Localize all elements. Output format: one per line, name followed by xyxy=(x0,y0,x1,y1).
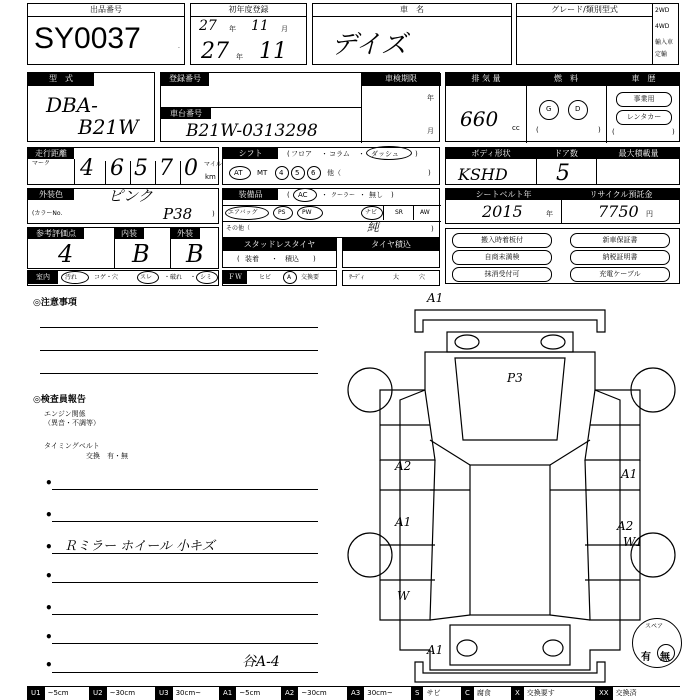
first-reg-box: 初年度登録 27 年 11 月 27 年 11 xyxy=(190,3,307,65)
legend-bar xyxy=(27,686,680,700)
spare-label: スペア xyxy=(645,623,664,630)
engine-box: 排 気 量 燃 料 車 歴 660 cc G D ( ) 事業用 レンタカー ( ) xyxy=(445,72,680,142)
legend-a2: A2 ~30cm xyxy=(281,686,330,700)
room-box: 室内 汚れ コゲ・穴 スレ ・ 破れ ・ シミ xyxy=(27,270,219,286)
car-name: デイズ xyxy=(331,30,407,60)
tire-options-box: ｻｰﾃﾞｨ 大 穴 xyxy=(342,270,440,286)
lot-box: 出品番号 SY0037 . xyxy=(27,3,185,65)
legend-x: X 交換要す xyxy=(511,686,558,700)
displacement-label: 排 気 量 xyxy=(471,74,501,83)
inspection-label: 車検期限 xyxy=(361,73,441,86)
legend-a3: A3 30cm~ xyxy=(347,686,396,700)
doc-4: 納税証明書 xyxy=(570,250,670,265)
first-reg-month-top: 11 xyxy=(251,18,269,34)
mileage-box: 走行距離 マーク 4 6 5 7 0 マイル km xyxy=(27,147,219,185)
mark-a2-left: A2 xyxy=(395,459,412,473)
mark-w1: W1 xyxy=(623,535,643,549)
mark-w: W xyxy=(397,589,410,603)
mark-a1-left: A1 xyxy=(395,515,412,529)
car-diagram xyxy=(335,290,685,685)
doc-6: 充電ケーブル xyxy=(570,267,670,282)
doc-1: 搬入時着板付 xyxy=(452,233,552,248)
reg-no-label: 登録番号 xyxy=(161,73,209,86)
exterior-value: B xyxy=(186,240,204,268)
mark-a2-right: A2 xyxy=(617,519,634,533)
mileage-label: 走行距離 xyxy=(28,148,74,159)
seatbelt-value: 2015 xyxy=(482,202,523,221)
caution-label: ◎注意事項 xyxy=(33,298,77,308)
first-reg-year-top: 27 xyxy=(199,18,217,34)
car-name-label: 車 名 xyxy=(313,4,511,17)
history-label: 車 歴 xyxy=(631,74,656,83)
mark-p3: P3 xyxy=(507,371,523,385)
color-value: ピンク xyxy=(108,187,153,205)
interior-value: B xyxy=(132,240,150,268)
drive-column: 2WD 4WD 輸入車 定輸 xyxy=(652,4,678,64)
mileage-digit-3: 5 xyxy=(134,156,148,181)
mileage-digit-4: 7 xyxy=(159,156,173,181)
body-box: ボディ形状 ドア数 最大積載量 KSHD 5 xyxy=(445,147,680,185)
grade-box xyxy=(516,3,679,65)
inspector-label: ◎検査員報告 xyxy=(33,395,86,405)
grade-label: グレード/類別型式 xyxy=(517,4,652,17)
legend-c: C 腐食 xyxy=(461,686,494,700)
signature: 谷A-4 xyxy=(242,654,280,670)
mileage-digit-1: 4 xyxy=(80,156,94,181)
color-code: P38 xyxy=(163,205,193,223)
doc-2: 新車保証書 xyxy=(570,233,670,248)
fuel-g: G xyxy=(546,105,552,113)
mileage-digit-5: 0 xyxy=(184,156,198,181)
tire-box: タイヤ積込 xyxy=(342,238,440,268)
shift-box: シフト ( フロア ・ コラム ・ ダッシュ ) AT MT 4 5 6 他（ ) xyxy=(222,147,440,185)
body-value: KSHD xyxy=(458,165,508,184)
fuel-label: 燃 料 xyxy=(554,74,578,83)
lot-number: SY0037 xyxy=(34,22,141,55)
lot-label: 出品番号 xyxy=(28,4,184,17)
legend-xx: XX 交換済 xyxy=(595,686,640,700)
chassis-label: 車台番号 xyxy=(161,108,211,119)
seatbelt-box: シートベルト年 リサイクル預託金 2015 年 7750 円 xyxy=(445,188,680,224)
doc-3: 自商未満検 xyxy=(452,250,552,265)
score-box: 参考評価点 内装 外装 4 B B xyxy=(27,227,219,269)
legend-u2: U2 ~30cm xyxy=(89,686,138,700)
docs-box xyxy=(445,228,680,284)
doors-value: 5 xyxy=(556,161,570,186)
first-reg-label: 初年度登録 xyxy=(191,4,306,17)
mark-a1-rear: A1 xyxy=(427,643,444,657)
recycle-value: 7750 xyxy=(598,202,639,221)
type-box xyxy=(27,72,155,142)
reg-box: 登録番号 車検期限 車台番号 B21W-0313298 年 月 xyxy=(160,72,440,142)
mileage-digit-2: 6 xyxy=(110,156,124,181)
history-rental: レンタカー xyxy=(616,110,672,125)
chassis-value: B21W-0313298 xyxy=(186,121,318,141)
fw-box: ＦＷ ヒビ A 交換要 xyxy=(222,270,337,286)
type-value: DBA- xyxy=(46,93,98,117)
equipment-box: 装備品 ( AC ・ クーラー ・ 無し ) エアバッグ PS PW ナビ SR AW その他（ 純 ) xyxy=(222,188,440,238)
type-value-2: B21W xyxy=(78,115,139,139)
legend-u1: U1 ~5cm xyxy=(27,686,72,700)
legend-s: S サビ xyxy=(411,686,443,700)
shift-label: シフト xyxy=(223,148,278,159)
color-box: 外装色 (カラーNo. ピンク P38 ) xyxy=(27,188,219,224)
history-business: 事業用 xyxy=(616,92,672,107)
legend-a1: A1 ~5cm xyxy=(219,686,263,700)
first-reg-month: 11 xyxy=(259,39,287,64)
type-label: 型 式 xyxy=(28,73,94,86)
handwritten-note: Ｒミラー ホイール 小キズ xyxy=(64,539,215,554)
mark-a1-right: A1 xyxy=(621,467,638,481)
color-label: 外装色 xyxy=(28,189,74,200)
stud-box: スタッドレスタイヤ ( 装着 ・ 積込 ) xyxy=(222,238,337,268)
displacement-value: 660 xyxy=(460,107,499,131)
car-name-box xyxy=(312,3,512,65)
doc-5: 抹消受付可 xyxy=(452,267,552,282)
first-reg-year: 27 xyxy=(201,39,229,64)
score-value: 4 xyxy=(58,240,74,268)
mark-a1-front: A1 xyxy=(427,291,444,305)
fuel-d: D xyxy=(575,105,581,113)
legend-u3: U3 30cm~ xyxy=(155,686,204,700)
